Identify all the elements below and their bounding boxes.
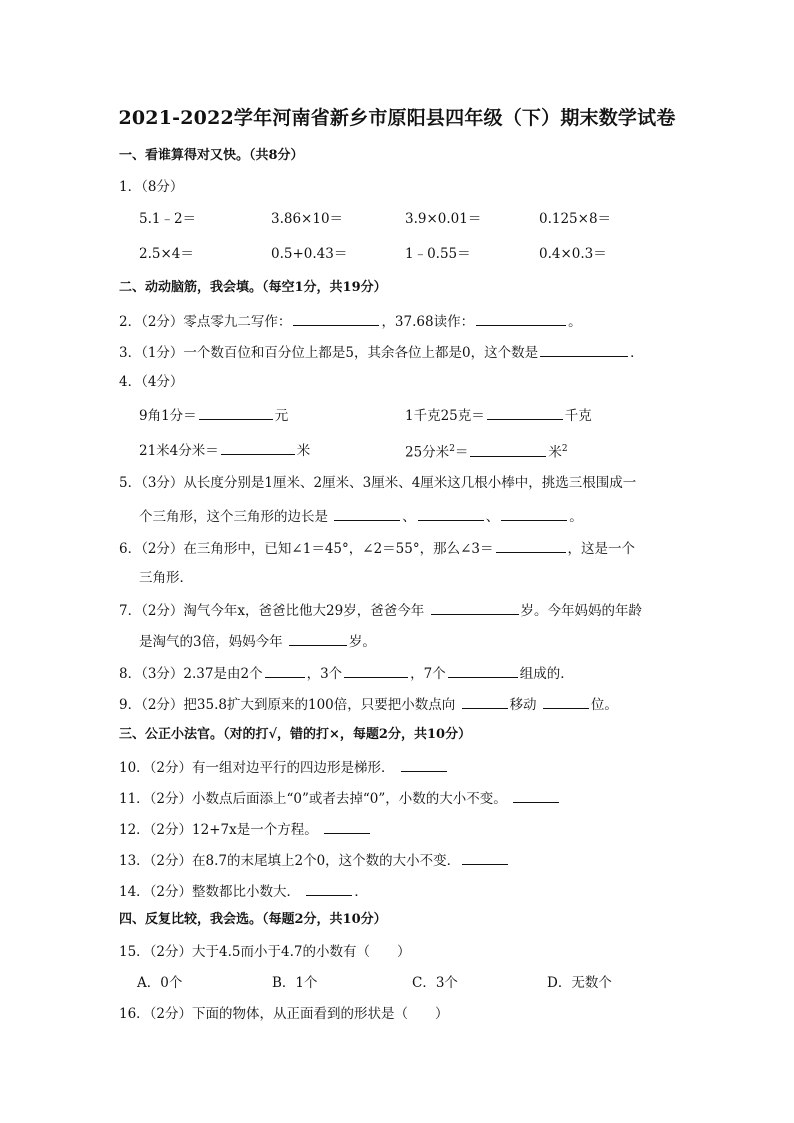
question-6: [119, 538, 635, 558]
conversion-unit: 米: [548, 444, 562, 461]
answer-blank[interactable]: [199, 405, 273, 420]
question-4: 4．（4分）: [119, 374, 184, 390]
question-3-text: 3．（1分）一个数百位和百分位上都是5，其余各位上都是0，这个数是: [119, 345, 539, 361]
calc-item: 2.5×4＝: [139, 246, 194, 262]
question-14-text: 14．（2分）整数都比小数大．: [119, 884, 301, 900]
unit-conversion-item: [405, 405, 592, 425]
question-8-end: 组成的．: [519, 666, 574, 682]
unit-conversion-item: [139, 440, 310, 460]
calc-item: 0.4×0.3＝: [539, 246, 607, 262]
conversion-text: 25分米: [405, 444, 450, 461]
answer-blank[interactable]: [476, 311, 566, 326]
question-9-text-b: 移动: [509, 697, 537, 713]
question-9-text: 9．（2分）把35.8扩大到原来的100倍，只要把小数点向: [119, 697, 456, 713]
exam-title: 2021-2022学年河南省新乡市原阳县四年级（下）期末数学试卷: [118, 107, 676, 129]
question-8-text-c: ，7个: [410, 666, 446, 682]
separator: 、: [485, 509, 500, 525]
question-2-end: 。: [568, 314, 582, 330]
question-5-end: 。: [569, 509, 583, 525]
conversion-text: 21米4分米＝: [139, 443, 219, 459]
question-15: 15．（2分）大于4.5而小于4.7的小数有（ ）: [119, 944, 411, 960]
question-5-continued: [139, 506, 583, 526]
calc-item: 0.125×8＝: [539, 211, 612, 227]
answer-blank[interactable]: [265, 663, 305, 678]
question-12: [119, 819, 372, 839]
unit-conversion-item: [405, 440, 568, 462]
unit-conversion-item: [139, 405, 288, 425]
question-3-end: ．: [630, 345, 644, 361]
option-b[interactable]: B．1个: [272, 975, 318, 991]
answer-blank[interactable]: [462, 850, 508, 865]
section-4-heading: 四、反复比较，我会选。（每题2分，共10分）: [119, 912, 387, 927]
question-6-text-b: ，这是一个: [567, 541, 635, 557]
conversion-text: 9角1分＝: [139, 408, 197, 424]
question-8-text-b: ，3个: [306, 666, 343, 682]
answer-blank[interactable]: [431, 600, 519, 615]
question-10-text: 10．（2分）有一组对边平行的四边形是梯形．: [119, 760, 395, 776]
question-3: [119, 342, 644, 362]
question-7-text: 7．（2分）淘气今年x，爸爸比他大29岁，爸爸今年: [119, 603, 425, 619]
question-11: [119, 788, 561, 808]
answer-blank[interactable]: [470, 442, 546, 457]
conversion-text: 1千克25克＝: [405, 408, 485, 424]
question-9-end: 位。: [590, 697, 618, 713]
answer-blank[interactable]: [513, 788, 559, 803]
answer-blank[interactable]: [487, 405, 563, 420]
answer-blank[interactable]: [293, 311, 379, 326]
question-2: [119, 311, 582, 331]
answer-blank[interactable]: [221, 440, 295, 455]
superscript: 2: [561, 444, 568, 454]
conversion-equals: ＝: [454, 444, 469, 461]
conversion-unit: 千克: [564, 408, 592, 424]
question-7-end: 岁。: [348, 634, 376, 650]
question-9: [119, 694, 618, 714]
question-12-text: 12．（2分）12+7x是一个方程。: [119, 822, 318, 838]
question-14: [119, 881, 368, 901]
separator: 、: [402, 509, 416, 525]
option-a[interactable]: A．0个: [137, 975, 183, 991]
answer-blank[interactable]: [289, 631, 347, 646]
question-6-continued: 三角形．: [139, 570, 193, 586]
calc-item: 0.5+0.43＝: [271, 246, 348, 262]
calc-item: 3.86×10＝: [271, 211, 344, 227]
calc-item: 3.9×0.01＝: [405, 211, 482, 227]
question-5: 5．（3分）从长度分别是1厘米、2厘米、3厘米、4厘米这几根小棒中，挑选三根围成一: [119, 475, 637, 491]
conversion-unit: 米: [296, 443, 311, 459]
answer-blank[interactable]: [306, 881, 352, 896]
question-8-text: 8．（3分）2.37是由2个: [119, 666, 263, 682]
option-d[interactable]: D．无数个: [547, 975, 612, 991]
answer-blank[interactable]: [418, 506, 484, 521]
question-11-text: 11．（2分）小数点后面添上“0”或者去掉“0”，小数的大小不变。: [119, 791, 507, 807]
section-2-heading: 二、动动脑筋，我会填。（每空1分，共19分）: [119, 280, 387, 295]
answer-blank[interactable]: [462, 694, 508, 709]
question-7-text-c: 是淘气的3倍，妈妈今年: [139, 634, 283, 650]
answer-blank[interactable]: [334, 506, 400, 521]
question-13: [119, 850, 510, 870]
question-7: [119, 600, 642, 620]
answer-blank[interactable]: [448, 663, 518, 678]
option-c[interactable]: C．3个: [412, 975, 458, 991]
question-6-text: 6．（2分）在三角形中，已知∠1＝45°，∠2＝55°，那么∠3＝: [119, 541, 494, 557]
question-7-continued: [139, 631, 376, 651]
answer-blank[interactable]: [324, 819, 370, 834]
question-10: [119, 757, 449, 777]
question-2-text-b: ，37.68读作：: [381, 314, 475, 330]
answer-blank[interactable]: [501, 506, 567, 521]
conversion-unit: 元: [274, 408, 289, 424]
answer-blank[interactable]: [344, 663, 408, 678]
question-14-end: ．: [354, 884, 368, 900]
answer-blank[interactable]: [401, 757, 447, 772]
answer-blank[interactable]: [496, 538, 566, 553]
question-8: [119, 663, 574, 683]
question-1: 1．（8分）: [119, 179, 184, 195]
question-7-text-b: 岁。今年妈妈的年龄: [520, 603, 643, 619]
question-16: 16．（2分）下面的物体，从正面看到的形状是（ ）: [119, 1006, 449, 1022]
superscript: 2: [449, 444, 455, 454]
answer-blank[interactable]: [540, 342, 628, 357]
answer-blank[interactable]: [543, 694, 589, 709]
question-5-text: 个三角形，这个三角形的边长是: [139, 509, 328, 525]
calc-item: 5.1﹣2＝: [139, 211, 197, 227]
section-1-heading: 一、看谁算得对又快。（共8分）: [119, 148, 304, 163]
question-13-text: 13．（2分）在8.7的末尾填上2个0，这个数的大小不变．: [119, 853, 461, 869]
section-3-heading: 三、公正小法官。（对的打√，错的打×，每题2分，共10分）: [119, 727, 472, 742]
calc-item: 1﹣0.55＝: [405, 246, 471, 262]
question-2-text: 2．（2分）零点零九二写作：: [119, 314, 292, 330]
